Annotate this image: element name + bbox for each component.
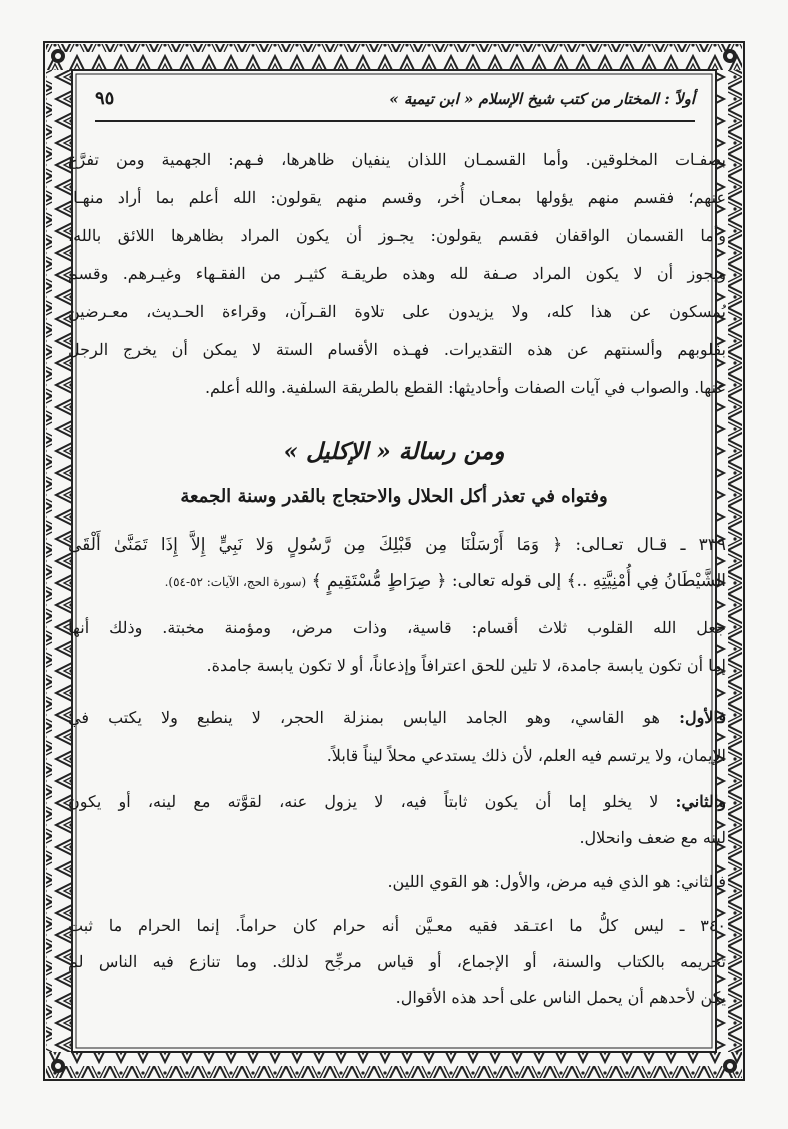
text-line — [68, 704, 726, 732]
text-line — [68, 566, 726, 596]
line-text: لا يخلو إما أن يكون ثابتاً فيه، لا يزول عنه، لقوَّته مع لينه، أو يكون — [68, 792, 659, 811]
section-heading: ومن رسالة « الإكليل » — [283, 438, 505, 465]
lead-term: والثاني: — [675, 792, 726, 811]
text-line: تحريمه بالكتاب والسنة، أو الإجماع، أو قياس مرجِّح لذلك. وما تنازع فيه الناس لم — [68, 952, 726, 971]
text-line: بصفـات المخلوقين. وأما القسمـان اللذان ينفيان ظاهرها، فـهم: الجهمية ومن تفرَّع — [68, 150, 726, 169]
surah-reference: (سورة الحج، الآيات: ٥٢-٥٤). — [164, 575, 307, 589]
text-line: يُمسكون عن هذا كله، ولا يزيدون على تلاوة القـرآن، وقراءة الحـديث، معـرضين — [68, 302, 726, 321]
hearts-paragraph — [68, 614, 726, 684]
text-line: ٣٣٩ ـ قـال تعـالى: ﴿ وَمَا أَرْسَلْنَا مِن قَبْلِكَ مِن رَّسُولٍ وَلا نَبِيٍّ إِلاَّ إِذَا تَمَنَّىٰ أَلْقَى — [68, 535, 726, 555]
text-line: لينه مع ضعف وانحلال. — [579, 828, 726, 847]
text-line: جعل الله القلوب ثلاث أقسام: قاسية، وذات مرض، ومؤمنة مخبتة. وذلك أنها — [68, 618, 726, 637]
text-line: فالثاني: هو الذي فيه مرض، والأول: هو القوي اللين. — [387, 872, 726, 891]
text-line: إما أن تكون يابسة جامدة، لا تلين للحق اعترافاً وإذعاناً، أو لا تكون يابسة جامدة. — [206, 656, 726, 675]
text-line: ويجوز أن لا يكون المراد صـفة لله وهذه طريقـة كثيـر من الفقـهاء وغيـرهم. وقسم — [68, 264, 726, 283]
third-paragraph — [68, 868, 726, 900]
text-line: عنها. والصواب في آيات الصفات وأحاديثها: القطع بالطريقة السلفية. والله أعلم. — [204, 378, 726, 397]
running-header — [95, 86, 695, 122]
text-line: ٣٤٠ ـ ليس كلُّ ما اعتـقد فقيه معـيَّن أنه حرام كان حراماً. إنما الحرام ما ثبت — [68, 916, 726, 935]
first-type-paragraph — [68, 704, 726, 774]
text-line: عنهم؛ فقسم منهم يؤولها بمعـان أُخر، وقسم منهم يقولون: الله أعلم بما أراد منهـا. — [68, 188, 726, 207]
second-type-paragraph — [68, 788, 726, 858]
text-line: بقلوبهم وألسنتهم عن هذه التقديرات. فهـذه الأقسام الستة لا يمكن أن يخرج الرجل — [68, 340, 726, 359]
section1-paragraph — [68, 146, 726, 416]
text-line: وأما القسمان الواقفان فقسم يقولون: يجـوز أن يكون المراد بظاهرها اللائق بالله، — [68, 226, 726, 245]
page-number: ٩٥ — [95, 88, 115, 109]
paragraph-339 — [68, 528, 726, 598]
text-line — [68, 788, 726, 816]
header-title: أولاً : المختار من كتب شيخ الإسلام « ابن تيمية » — [389, 90, 695, 108]
lead-term: فالأول: — [679, 708, 726, 727]
line-text: هو القاسي، وهو الجامد اليابس بمنزلة الحجر، لا ينطبع ولا يكتب في — [68, 708, 660, 727]
paragraph-340 — [68, 912, 726, 1022]
section-subheading: وفتواه في تعذر أكل الحلال والاحتجاج بالقدر وسنة الجمعة — [180, 486, 608, 507]
text-line: الإيمان، ولا يرتسم فيه العلم، لأن ذلك يستدعي محلاً ليناً قابلاً. — [326, 746, 726, 765]
quran-verse-text: الشَّيْطَانُ فِي أُمْنِيَّتِهِ ..﴾ إلى قوله تعالى: ﴿ صِرَاطٍ مُّسْتَقِيمٍ ﴾ — [311, 571, 726, 591]
text-line: يكن لأحدهم أن يحمل الناس على أحد هذه الأقوال. — [395, 988, 726, 1007]
